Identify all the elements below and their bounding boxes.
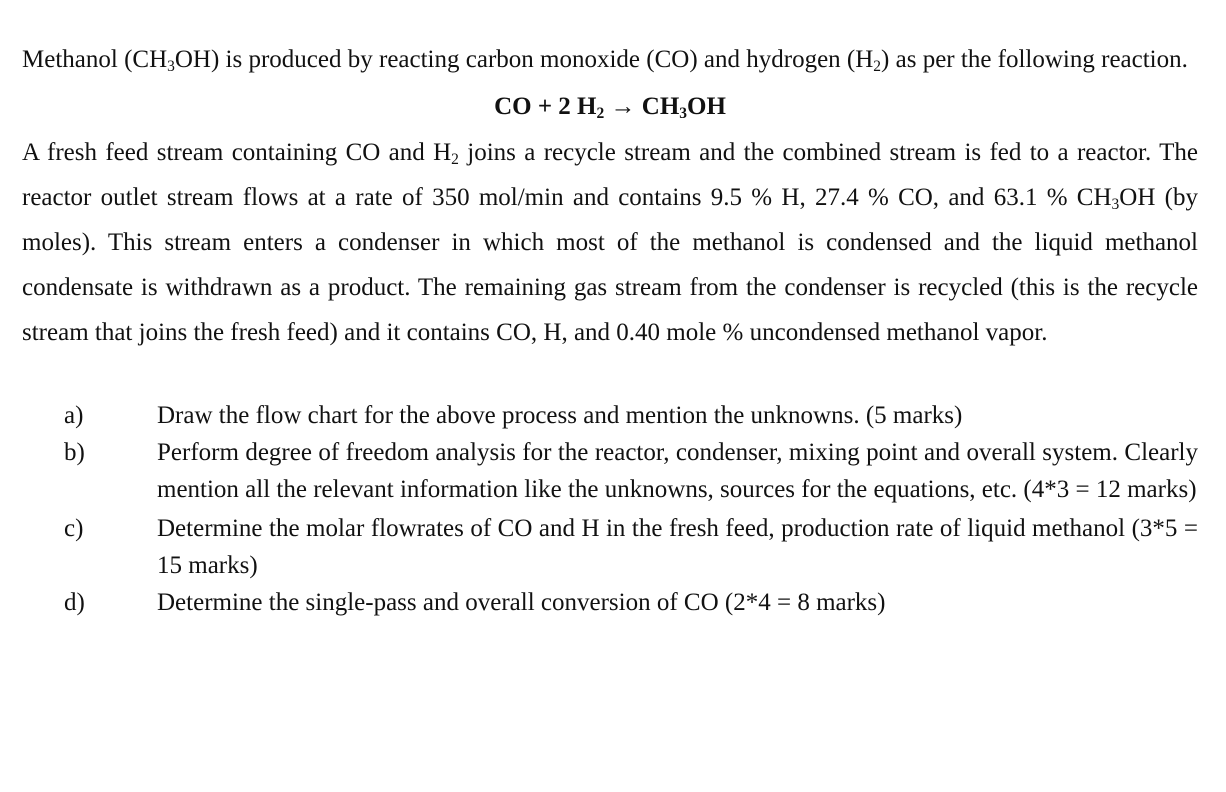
description-text-b: joins a recycle stream and the combined stream is fed to a reactor. The reactor outlet stream flows at a rate of 350 mol/min and contains 9.5 % H, 27.4 % CO, and 63.1 % CH — [22, 139, 1198, 211]
intro-subscript-a: 3 — [167, 57, 175, 75]
description-text-a: A fresh feed stream containing CO and H — [22, 139, 452, 166]
document-body — [22, 38, 1198, 621]
intro-subscript-b: 2 — [873, 57, 882, 75]
intro-text-b: OH) is produced by reacting carbon monoxide (CO) and hydrogen (H — [174, 46, 874, 73]
question-item-c — [22, 510, 1198, 584]
intro-text-c: ) as per the following reaction. — [881, 46, 1188, 73]
question-item-b — [22, 434, 1198, 508]
equation-right: OH — [687, 93, 726, 120]
description-text-c: OH (by moles). This stream enters a condenser in which most of the methanol is condensed and the liquid methanol condensate is withdrawn as a product. The remaining gas stream from the condenser is recycled (this is the recycle stream that joins the fresh feed) and it contains CO, H, and 0.40 mole % uncondensed methanol vapor. — [22, 184, 1198, 346]
question-item-a — [22, 397, 1198, 434]
description-subscript-a: 2 — [451, 150, 459, 168]
question-item-d — [22, 584, 1198, 621]
question-label-b: b) — [64, 439, 85, 466]
equation-subscript-c: 3 — [679, 104, 688, 122]
question-label-c: c) — [64, 515, 84, 542]
equation-subscript-h: 2 — [596, 104, 605, 122]
question-text-d: Determine the single-pass and overall conversion of CO (2*4 = 8 marks) — [157, 589, 886, 616]
question-text-b: Perform degree of freedom analysis for the reactor, condenser, mixing point and overall system. Clearly mention all the relevant information like the unknowns, sources for the equations, etc. (4*3 = 12 marks) — [157, 439, 1198, 503]
question-label-a: a) — [64, 402, 84, 429]
description-paragraph — [22, 130, 1198, 355]
question-list — [22, 397, 1198, 621]
description-subscript-b: 3 — [1111, 195, 1120, 213]
equation-left: CO + 2 H — [494, 93, 597, 120]
intro-text-a: Methanol (CH — [22, 46, 168, 73]
equation-arrow: → CH — [604, 93, 680, 120]
question-text-c: Determine the molar flowrates of CO and H in the fresh feed, production rate of liquid methanol (3*5 = 15 marks) — [157, 515, 1198, 579]
question-text-a: Draw the flow chart for the above process and mention the unknowns. (5 marks) — [157, 402, 963, 429]
question-label-d: d) — [64, 589, 85, 616]
intro-paragraph — [22, 38, 1198, 82]
reaction-equation — [22, 84, 1198, 130]
